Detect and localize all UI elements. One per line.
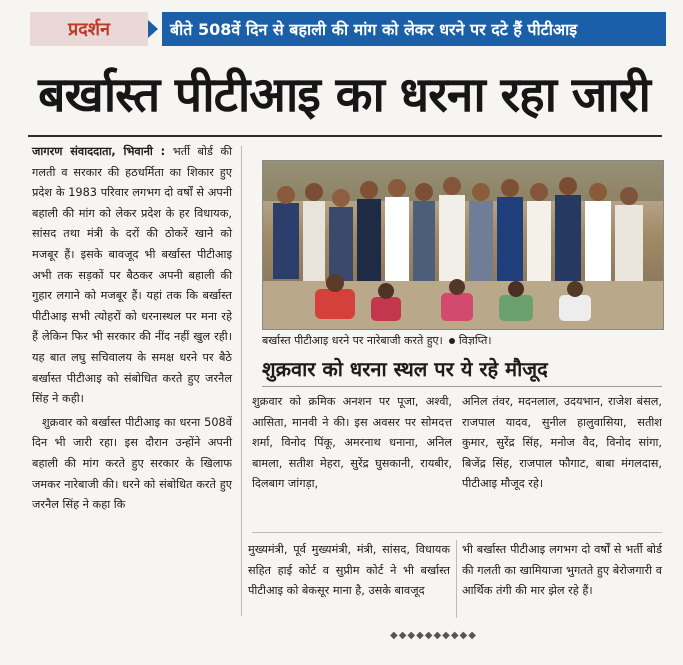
photo-caption bbox=[262, 331, 662, 351]
paragraph-1-text: भर्ती बोर्ड की गलती व सरकार की हठधर्मिता का शिकार हुए प्रदेश के 1983 परिवार लगभग दो वर्षों से अपनी बहाली की मांग को लेकर प्रदेश के हर विधायक, सांसद तथा मंत्री के दरों की ठोकरें खाने को मजबूर हैं। इसके बावजूद भी बर्खास्त पीटीआइ अभी तक सड़कों पर बैठकर अपनी बहाली की गुहार लगाने को मजबूर हैं। यहां तक कि बर्खास्त पीटीआइ सभी त्योहरों को धरनास्थल पर मना रहे हैं लेकिन फिर भी सरकार की नींद नहीं खुल रही। यह बात लघु सचिवालय के समक्ष धरने पर बैठे बर्खास्त पीटीआइ को संबोधित करते हुए जरनैल सिंह ने कही। bbox=[32, 145, 233, 406]
column-divider bbox=[241, 146, 242, 616]
article-end-mark: ◆◆◆◆◆◆◆◆◆◆ bbox=[390, 630, 477, 641]
arrow-icon bbox=[148, 20, 158, 38]
paragraph-1 bbox=[32, 142, 232, 410]
article-column-1 bbox=[32, 142, 232, 516]
caption-text: बर्खास्त पीटीआइ धरने पर नारेबाजी करते हुए। bbox=[262, 334, 443, 347]
headline-rule bbox=[28, 135, 662, 137]
column-divider-lower bbox=[456, 540, 457, 618]
attendees-right: अनिल तंवर, मदनलाल, उदयभान, राजेश बंसल, राजपाल यादव, सुनील हालुवासिया, सतीश कुमार, सुरेंद्र सिंह, मनोज वैद, विनोद सांगा, बिजेंद्र सिंह, राजपाल फौगाट, बाबा मंगलदास, पीटीआइ मौजूद रहे। bbox=[462, 395, 662, 491]
news-photo bbox=[262, 160, 664, 330]
protest-photo-graphic bbox=[263, 161, 663, 329]
section-divider bbox=[252, 532, 662, 533]
headline: बर्खास्त पीटीआइ का धरना रहा जारी bbox=[38, 67, 650, 123]
section-ticker: बीते 508वें दिन से बहाली की मांग को लेकर धरने पर दटे हैं पीटीआइ bbox=[162, 12, 666, 46]
byline: जागरण संवाददाता, भिवानी : bbox=[32, 145, 166, 158]
continuation-left: मुख्यमंत्री, पूर्व मुख्यमंत्री, मंत्री, सांसद, विधायक सहित हाई कोर्ट व सुप्रीम कोर्ट ने भी बर्खास्त पीटीआइ को बेकसूर माना है, उसके बावजूद bbox=[248, 543, 450, 598]
bullet-icon bbox=[449, 338, 455, 344]
subheading: शुक्रवार को धरना स्थल पर ये रहे मौजूद bbox=[262, 352, 662, 387]
photo-credit: विज्ञप्ति। bbox=[458, 334, 492, 347]
attendees-left: शुक्रवार को क्रमिक अनशन पर पूजा, अश्वी, आसिता, मानवी ने की। इस अवसर पर सोमदत्त शर्मा, विनोद पिंकू, अमरनाथ धनाना, अनिल बामला, सतीश मेहरा, सुरेंद्र घुसकानी, रायबीर, दिलबाग जांगड़ा, bbox=[252, 395, 452, 491]
paragraph-2: शुक्रवार को बर्खास्त पीटीआइ का धरना 508वें दिन भी जारी रहा। इस दौरान उन्होंने अपनी बहाली की मांग करते हुए सरकार के खिलाफ जमकर नारेबाजी की। धरने को संबोधित करते हुए जरनैल सिंह ने कहा कि bbox=[32, 415, 232, 512]
continuation-right: भी बर्खास्त पीटीआइ लगभग दो वर्षों से भर्ती बोर्ड की गलती का खामियाजा भुगतते हुए बेरोजगारी व आर्थिक तंगी की मार झेल रहे हैं। bbox=[462, 543, 662, 598]
section-label: प्रदर्शन bbox=[30, 12, 148, 46]
section-header bbox=[30, 12, 666, 46]
